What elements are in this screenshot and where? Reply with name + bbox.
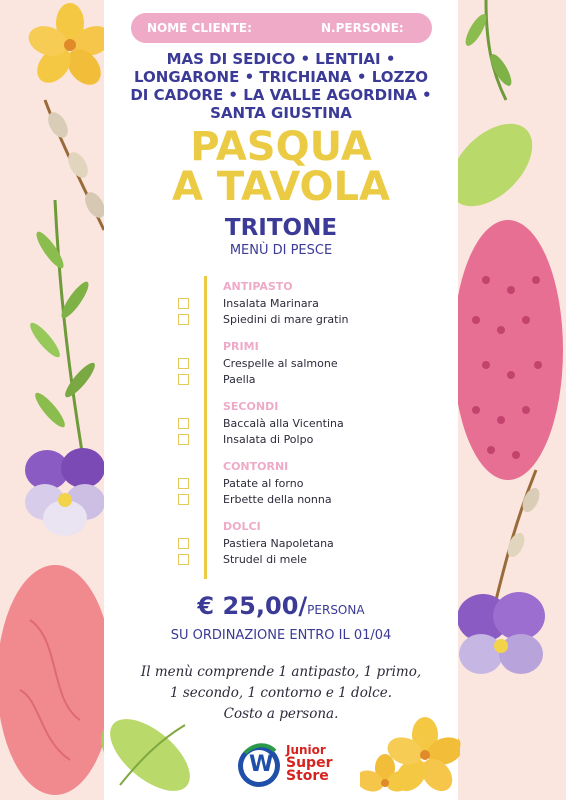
menu-item: Patate al forno [223,477,304,490]
item-checkbox[interactable] [178,314,189,325]
location-line: DI CADORE • LA VALLE AGORDINA • [130,86,432,104]
section-title-primi: PRIMI [223,340,259,353]
pansy-flower-icon [457,592,545,674]
item-checkbox[interactable] [178,494,189,505]
order-deadline: SU ORDINAZIONE ENTRO IL 01/04 [170,628,392,643]
decorative-bottom-flowers [360,715,460,800]
pink-easter-egg-icon [0,565,110,795]
persons-count-label: N.PERSONE: [321,21,404,35]
leaf-stem-icon [55,200,85,470]
restaurant-name: TRITONE [224,215,338,241]
menu-type: MENÙ DI PESCE [229,243,333,258]
section-title-dolci: DOLCI [223,520,261,533]
logo-line: Store [286,768,329,784]
item-checkbox[interactable] [178,478,189,489]
menu-item: Insalata di Polpo [223,433,314,446]
price [104,592,458,620]
logo-line: Junior [286,743,326,757]
yellow-flower-icon [24,3,110,91]
logo-text [286,744,332,783]
item-checkbox[interactable] [178,358,189,369]
note-line: Il menù comprende 1 antipasto, 1 primo, [140,664,422,680]
decorative-left-flowers-illustration [0,0,110,800]
patterned-easter-egg-icon [456,220,563,480]
store-locations [104,50,458,122]
location-line: SANTA GIUSTINA [210,104,352,122]
menu-note [104,662,458,725]
customer-name-label: NOME CLIENTE: [147,21,252,35]
location-line: MAS DI SEDICO • LENTIAI • [166,50,396,68]
customer-info-bar [131,13,432,43]
menu-item: Insalata Marinara [223,297,319,310]
green-leaf-icon [456,108,548,221]
menu-item: Crespelle al salmone [223,357,338,370]
logo-letter: W [249,752,274,777]
menu-divider-line [204,276,207,579]
page-title [104,124,458,210]
menu-item: Paella [223,373,256,386]
note-line: Costo a persona. [223,706,339,722]
section-title-secondi: SECONDI [223,400,279,413]
leaf-stem-icon [486,0,506,100]
section-title-antipasto: ANTIPASTO [223,280,293,293]
menu-item: Erbette della nonna [223,493,332,506]
menu-item: Strudel di mele [223,553,307,566]
decorative-right-flowers-illustration [456,0,566,800]
price-unit: PERSONA [307,603,365,617]
menu-item: Pastiera Napoletana [223,537,334,550]
logo-line: Super [286,755,333,771]
item-checkbox[interactable] [178,554,189,565]
item-checkbox[interactable] [178,374,189,385]
title-line-1: PASQUA [190,124,372,170]
location-line: LONGARONE • TRICHIANA • LOZZO [134,68,428,86]
item-checkbox[interactable] [178,434,189,445]
note-line: 1 secondo, 1 contorno e 1 dolce. [169,685,392,701]
menu-item: Baccalà alla Vicentina [223,417,344,430]
pansy-flower-icon [25,448,105,536]
item-checkbox[interactable] [178,418,189,429]
title-line-2: A TAVOLA [171,164,390,210]
price-amount: € 25,00/ [197,592,308,620]
item-checkbox[interactable] [178,538,189,549]
section-title-contorni: CONTORNI [223,460,289,473]
item-checkbox[interactable] [178,298,189,309]
menu-item: Spiedini di mare gratin [223,313,349,326]
